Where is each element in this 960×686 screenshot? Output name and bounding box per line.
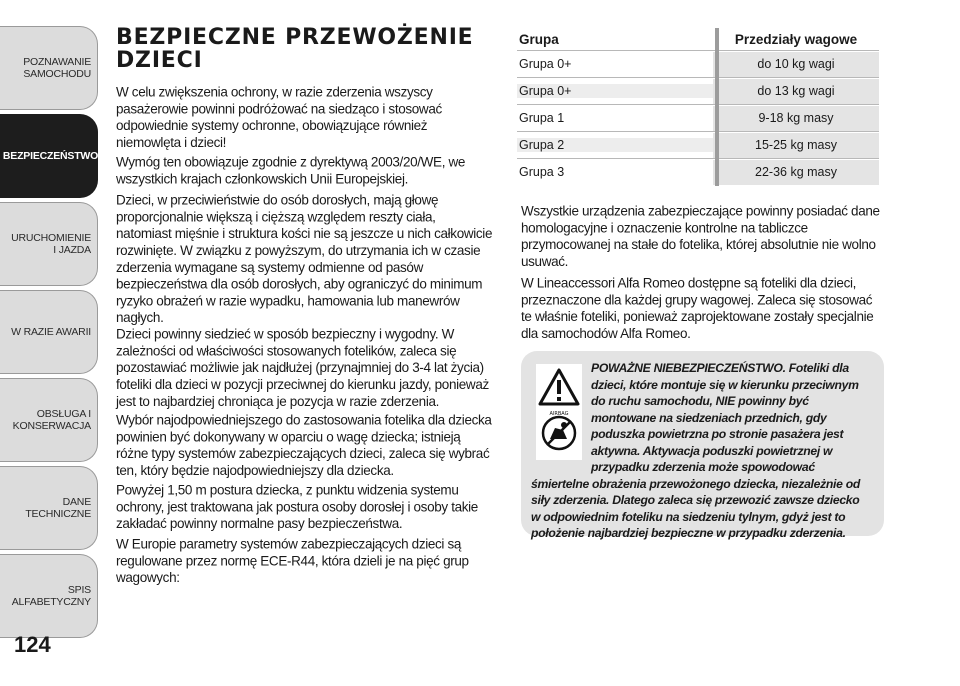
paragraph: W Europie parametry systemów zabezpieczających dzieci są regulowane przez normę ECE-R44, która dzieli je na pięć grup wagowych: (116, 536, 469, 586)
airbag-label: AIRBAG (549, 411, 569, 417)
table-row (517, 50, 879, 77)
paragraph: Wybór najodpowiedniejszego do zastosowania fotelika dla dziecka powinien być dokonywany w oparciu o wagę dziecka; istnieją różne typy systemów zabezpieczających dzieci, zaleca się wybrać ten, który będzie najodpowiedniejszy dla dziecka. (116, 412, 492, 479)
tab-label: DANE TECHNICZNE (25, 496, 91, 520)
right-text-column (521, 203, 881, 345)
warning-box (521, 351, 884, 540)
cell-group: Grupa 0+ (517, 57, 713, 71)
paragraph: W celu zwiększenia ochrony, w razie zderzenia wszyscy pasażerowie powinni podróżować na siedząco i stosować odpowiednie systemy ochronne, obowiązujące również niemowlęta i dzieci! (116, 84, 442, 151)
tab-label: BEZPIECZEŃSTWO (2, 150, 99, 162)
cell-weight: 9-18 kg masy (713, 106, 879, 131)
page-number: 124 (14, 632, 51, 657)
cell-group: Grupa 1 (517, 111, 713, 125)
tab-poznawanie-samochodu[interactable] (0, 26, 98, 110)
tab-obsluga-i-konserwacja[interactable] (0, 378, 98, 462)
tab-uruchomienie-i-jazda[interactable] (0, 202, 98, 286)
table-row (517, 104, 879, 131)
cell-weight: do 13 kg wagi (713, 79, 879, 104)
table-header (517, 28, 879, 50)
paragraph: Dzieci, w przeciwieństwie do osób dorosłych, mają głowę proporcjonalnie większą i cięższą względem reszty ciała, natomiast mięśnie i struktura kości nie są jeszcze u nich całkowicie rozwinięte. W związku z powyższym, do utrzymania ich w czasie zderzenia wymagane są systemy odmienne od pasów bezpieczeństwa dla osób dorosłych, aby ograniczyć do minimum ryzyko obrażeń w razie wypadku, hamowania lub manewrów nagłych. (116, 192, 493, 326)
tab-w-razie-awarii[interactable] (0, 290, 98, 374)
tab-label: URUCHOMIENIE I JAZDA (11, 232, 91, 256)
section-title: BEZPIECZNE PRZEWOŻENIE DZIECI (116, 25, 474, 73)
column-separator (715, 28, 719, 186)
cell-group: Grupa 2 (517, 138, 713, 152)
warning-text: POWAŻNE NIEBEZPIECZEŃSTWO. Foteliki dla dzieci, które montuje się w kierunku przeciwnym do ruchu samochodu, NIE powinny być montowane na siedzeniach przednich, gdy poduszka powietrzna po stronie pasażera jest aktywna. Aktywacja poduszki powietrznej w przypadku zderzenia może spowodować śmiertelne obrażenia przewożonego dziecka, niezależnie od siły zderzenia. Dlatego zaleca się przewozić zawsze dziecko w odpowiednim foteliku na siedzeniu tylnym, gdyż jest to położenie najbardziej bezpieczne w przypadku zderzenia. (531, 361, 860, 540)
table-row (517, 158, 879, 185)
tab-dane-techniczne[interactable] (0, 466, 98, 550)
header-group: Grupa (519, 31, 559, 47)
weight-groups-table (517, 28, 879, 185)
cell-group: Grupa 3 (517, 165, 713, 179)
cell-group: Grupa 0+ (517, 84, 713, 98)
cell-weight: 22-36 kg masy (713, 160, 879, 185)
paragraph: Wymóg ten obowiązuje zgodnie z dyrektywą 2003/20/WE, we wszystkich krajach członkowskich Unii Europejskiej. (116, 154, 466, 187)
warning-text-wrap (531, 360, 871, 542)
paragraph: Wszystkie urządzenia zabezpieczające powinny posiadać dane homologacyjne i oznaczenie kontrolne na tabliczce przymocowanej na stałe do fotelika, której absolutnie nie wolno usuwać. (521, 203, 880, 270)
main-text-column (116, 26, 494, 590)
tab-label: POZNAWANIE SAMOCHODU (23, 56, 91, 80)
tab-bezpieczenstwo[interactable] (0, 114, 98, 198)
paragraph: W Lineaccessori Alfa Romeo dostępne są foteliki dla dzieci, przeznaczone dla każdej grupy wagowej. Zaleca się stosować te właśnie foteliki, ponieważ zaprojektowane zostały specjalnie dla samochodów Alfa Romeo. (521, 275, 874, 342)
tab-label: SPIS ALFABETYCZNY (11, 584, 91, 608)
header-weight: Przedziały wagowe (734, 31, 858, 47)
table-row (517, 131, 879, 158)
tab-label: W RAZIE AWARII (11, 326, 91, 338)
cell-weight: 15-25 kg masy (713, 133, 879, 158)
table-row (517, 77, 879, 104)
tab-spis-alfabetyczny[interactable] (0, 554, 98, 638)
tab-label: OBSŁUGA I KONSERWACJA (12, 408, 91, 432)
cell-weight: do 10 kg wagi (713, 52, 879, 77)
paragraph: Powyżej 1,50 m postura dziecka, z punktu widzenia systemu ochrony, jest traktowana jak postura osoby dorosłej i osoby takie zakładać powinny normalne pasy bezpieczeństwa. (116, 482, 478, 532)
paragraph: Dzieci powinny siedzieć w sposób bezpieczny i wygodny. W zależności od właściwości stosowanych fotelików, zaleca się pozostawiać możliwie jak najdłużej (przynajmniej do 3-4 lat życia) foteliki dla dzieci w pozycji przeciwnej do kierunku jazdy, ponieważ jest to najbardziej chroniąca je pozycja w razie zderzenia. (116, 326, 489, 409)
